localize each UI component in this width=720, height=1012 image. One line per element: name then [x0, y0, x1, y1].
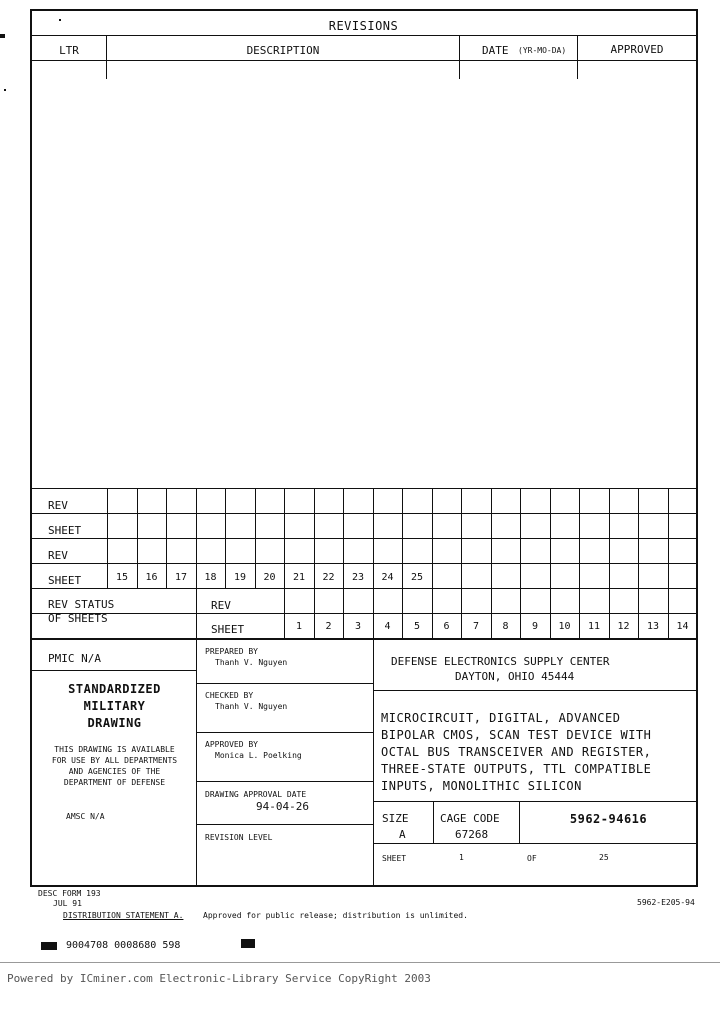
amsc-label: AMSC N/A	[66, 812, 105, 821]
upper-sheet-number: 18	[204, 572, 217, 583]
lower-sheet-number: 14	[676, 621, 689, 632]
distribution-statement-text: Approved for public release; distribution is unlimited.	[203, 911, 468, 920]
prepared-by-name: Thanh V. Nguyen	[215, 658, 288, 667]
grid-label-rev-2: REV	[48, 549, 68, 562]
mid-rule	[197, 781, 374, 782]
approval-date-value: 94-04-26	[256, 800, 309, 813]
grid-bottom-rule	[32, 638, 697, 640]
grid-top-rule	[32, 488, 697, 489]
lower-sheet-number: 6	[443, 621, 450, 632]
rev-col-divider	[577, 35, 578, 79]
checked-by-label: CHECKED BY	[205, 691, 254, 700]
lower-sheet-number: 8	[502, 621, 509, 632]
rev-status-divider	[196, 588, 197, 886]
grid-label-sheet-1: SHEET	[48, 524, 82, 537]
upper-sheet-number: 22	[322, 572, 335, 583]
scan-speck	[0, 34, 5, 38]
grid-rule	[32, 563, 697, 564]
footer-divider	[0, 962, 720, 963]
upper-sheet-number: 23	[351, 572, 365, 583]
powered-by-notice: Powered by ICminer.com Electronic-Library Service CopyRight 2003	[7, 972, 431, 985]
scan-speck	[4, 89, 6, 91]
distribution-statement-label: DISTRIBUTION STATEMENT A.	[63, 911, 184, 920]
frame-top	[30, 9, 697, 11]
of-label: OF	[527, 854, 537, 863]
lower-sheet-number: 12	[617, 621, 630, 632]
availability-line: THIS DRAWING IS AVAILABLE	[54, 745, 175, 754]
right-rule	[374, 801, 697, 802]
agency-name: DEFENSE ELECTRONICS SUPPLY CENTER	[391, 655, 610, 668]
upper-sheet-number: 19	[233, 572, 247, 583]
rev-status-line2: OF SHEETS	[48, 612, 108, 625]
grid-label-sheet-2: SHEET	[48, 574, 82, 587]
title-block-divider	[373, 639, 374, 886]
device-title-line: BIPOLAR CMOS, SCAN TEST DEVICE WITH	[381, 728, 652, 742]
approval-date-label: DRAWING APPROVAL DATE	[205, 790, 307, 799]
upper-sheet-number: 21	[292, 572, 306, 583]
lower-sheet-number: 1	[295, 621, 303, 632]
device-title-line: MICROCIRCUIT, DIGITAL, ADVANCED	[381, 711, 621, 725]
upper-sheet-number: 25	[410, 572, 424, 583]
lower-sheet-number: 3	[354, 621, 362, 632]
rev-col-description: DESCRIPTION	[246, 44, 320, 57]
grid-rule	[32, 613, 697, 614]
rev-col-divider	[459, 35, 460, 79]
rev-col-approved: APPROVED	[610, 43, 664, 56]
military-title: MILITARY	[83, 699, 146, 713]
upper-sheet-number: 24	[381, 572, 394, 583]
size-cage-divider	[433, 801, 434, 843]
upper-sheet-number: 16	[145, 572, 158, 583]
of-value: 25	[599, 853, 609, 862]
grid-label-rev-3: REV	[211, 599, 231, 612]
barcode-block-icon	[41, 942, 57, 950]
approved-by-label: APPROVED BY	[205, 740, 258, 749]
device-title-line: THREE-STATE OUTPUTS, TTL COMPATIBLE	[381, 762, 652, 776]
rev-col-date-format: (YR-MO-DA)	[518, 46, 567, 55]
barcode-text: 9004708 0008680 598	[66, 940, 181, 951]
grid-label-sheet-3: SHEET	[211, 623, 245, 636]
drawing-number: 5962-94616	[569, 812, 648, 826]
barcode-block-icon	[241, 939, 255, 948]
upper-sheet-number: 17	[174, 572, 188, 583]
sheet-label: SHEET	[382, 854, 407, 863]
availability-line: FOR USE BY ALL DEPARTMENTS	[51, 756, 178, 765]
grid-rule	[32, 588, 697, 589]
sheet-value: 1	[459, 853, 464, 862]
approved-by-name: Monica L. Poelking	[215, 751, 302, 760]
checked-by-name: Thanh V. Nguyen	[215, 702, 288, 711]
prepared-by-label: PREPARED BY	[205, 647, 258, 656]
lower-sheet-number: 4	[384, 621, 391, 632]
grid-rule	[32, 538, 697, 539]
pmic-rule	[32, 670, 197, 671]
form-date: JUL 91	[53, 899, 82, 908]
rev-col-ltr: LTR	[59, 44, 79, 57]
pmic-label: PMIC N/A	[48, 652, 101, 665]
drawing-title: DRAWING	[87, 716, 142, 730]
grid-rule	[32, 513, 697, 514]
form-number: DESC FORM 193	[38, 889, 101, 898]
cage-code-value: 67268	[455, 828, 489, 841]
rev-col-date: DATE	[482, 44, 509, 57]
revision-level-label: REVISION LEVEL	[205, 833, 273, 842]
form-code: 5962-E205-94	[637, 898, 695, 907]
right-rule	[374, 843, 697, 844]
mid-rule	[197, 824, 374, 825]
revisions-title-rule	[32, 35, 697, 36]
right-rule	[374, 690, 697, 691]
rev-col-divider	[106, 35, 107, 79]
frame-bottom	[30, 885, 698, 887]
rev-status-line1: REV STATUS	[48, 598, 115, 611]
mid-rule	[197, 683, 374, 684]
availability-line: AND AGENCIES OF THE	[68, 767, 161, 776]
agency-address: DAYTON, OHIO 45444	[455, 670, 575, 683]
rev-header-rule	[32, 60, 697, 61]
lower-sheet-number: 9	[531, 621, 539, 632]
size-label: SIZE	[382, 812, 409, 825]
lower-sheet-number: 2	[325, 621, 332, 632]
lower-sheet-number: 7	[472, 621, 480, 632]
device-title-line: INPUTS, MONOLITHIC SILICON	[381, 779, 582, 793]
mid-rule	[197, 732, 374, 733]
upper-sheet-number: 15	[115, 572, 129, 583]
cage-code-label: CAGE CODE	[440, 812, 500, 825]
device-title-line: OCTAL BUS TRANSCEIVER AND REGISTER,	[381, 745, 652, 759]
grid-label-rev-1: REV	[48, 499, 68, 512]
upper-sheet-number: 20	[263, 572, 276, 583]
revisions-title: REVISIONS	[328, 19, 399, 33]
frame-right	[696, 9, 698, 886]
lower-sheet-number: 10	[558, 621, 571, 632]
availability-line: DEPARTMENT OF DEFENSE	[63, 778, 166, 787]
lower-sheet-number: 11	[587, 621, 601, 632]
lower-sheet-number: 13	[646, 621, 660, 632]
size-value: A	[399, 828, 406, 841]
standardized-title: STANDARDIZED	[68, 682, 161, 696]
lower-sheet-number: 5	[413, 621, 421, 632]
